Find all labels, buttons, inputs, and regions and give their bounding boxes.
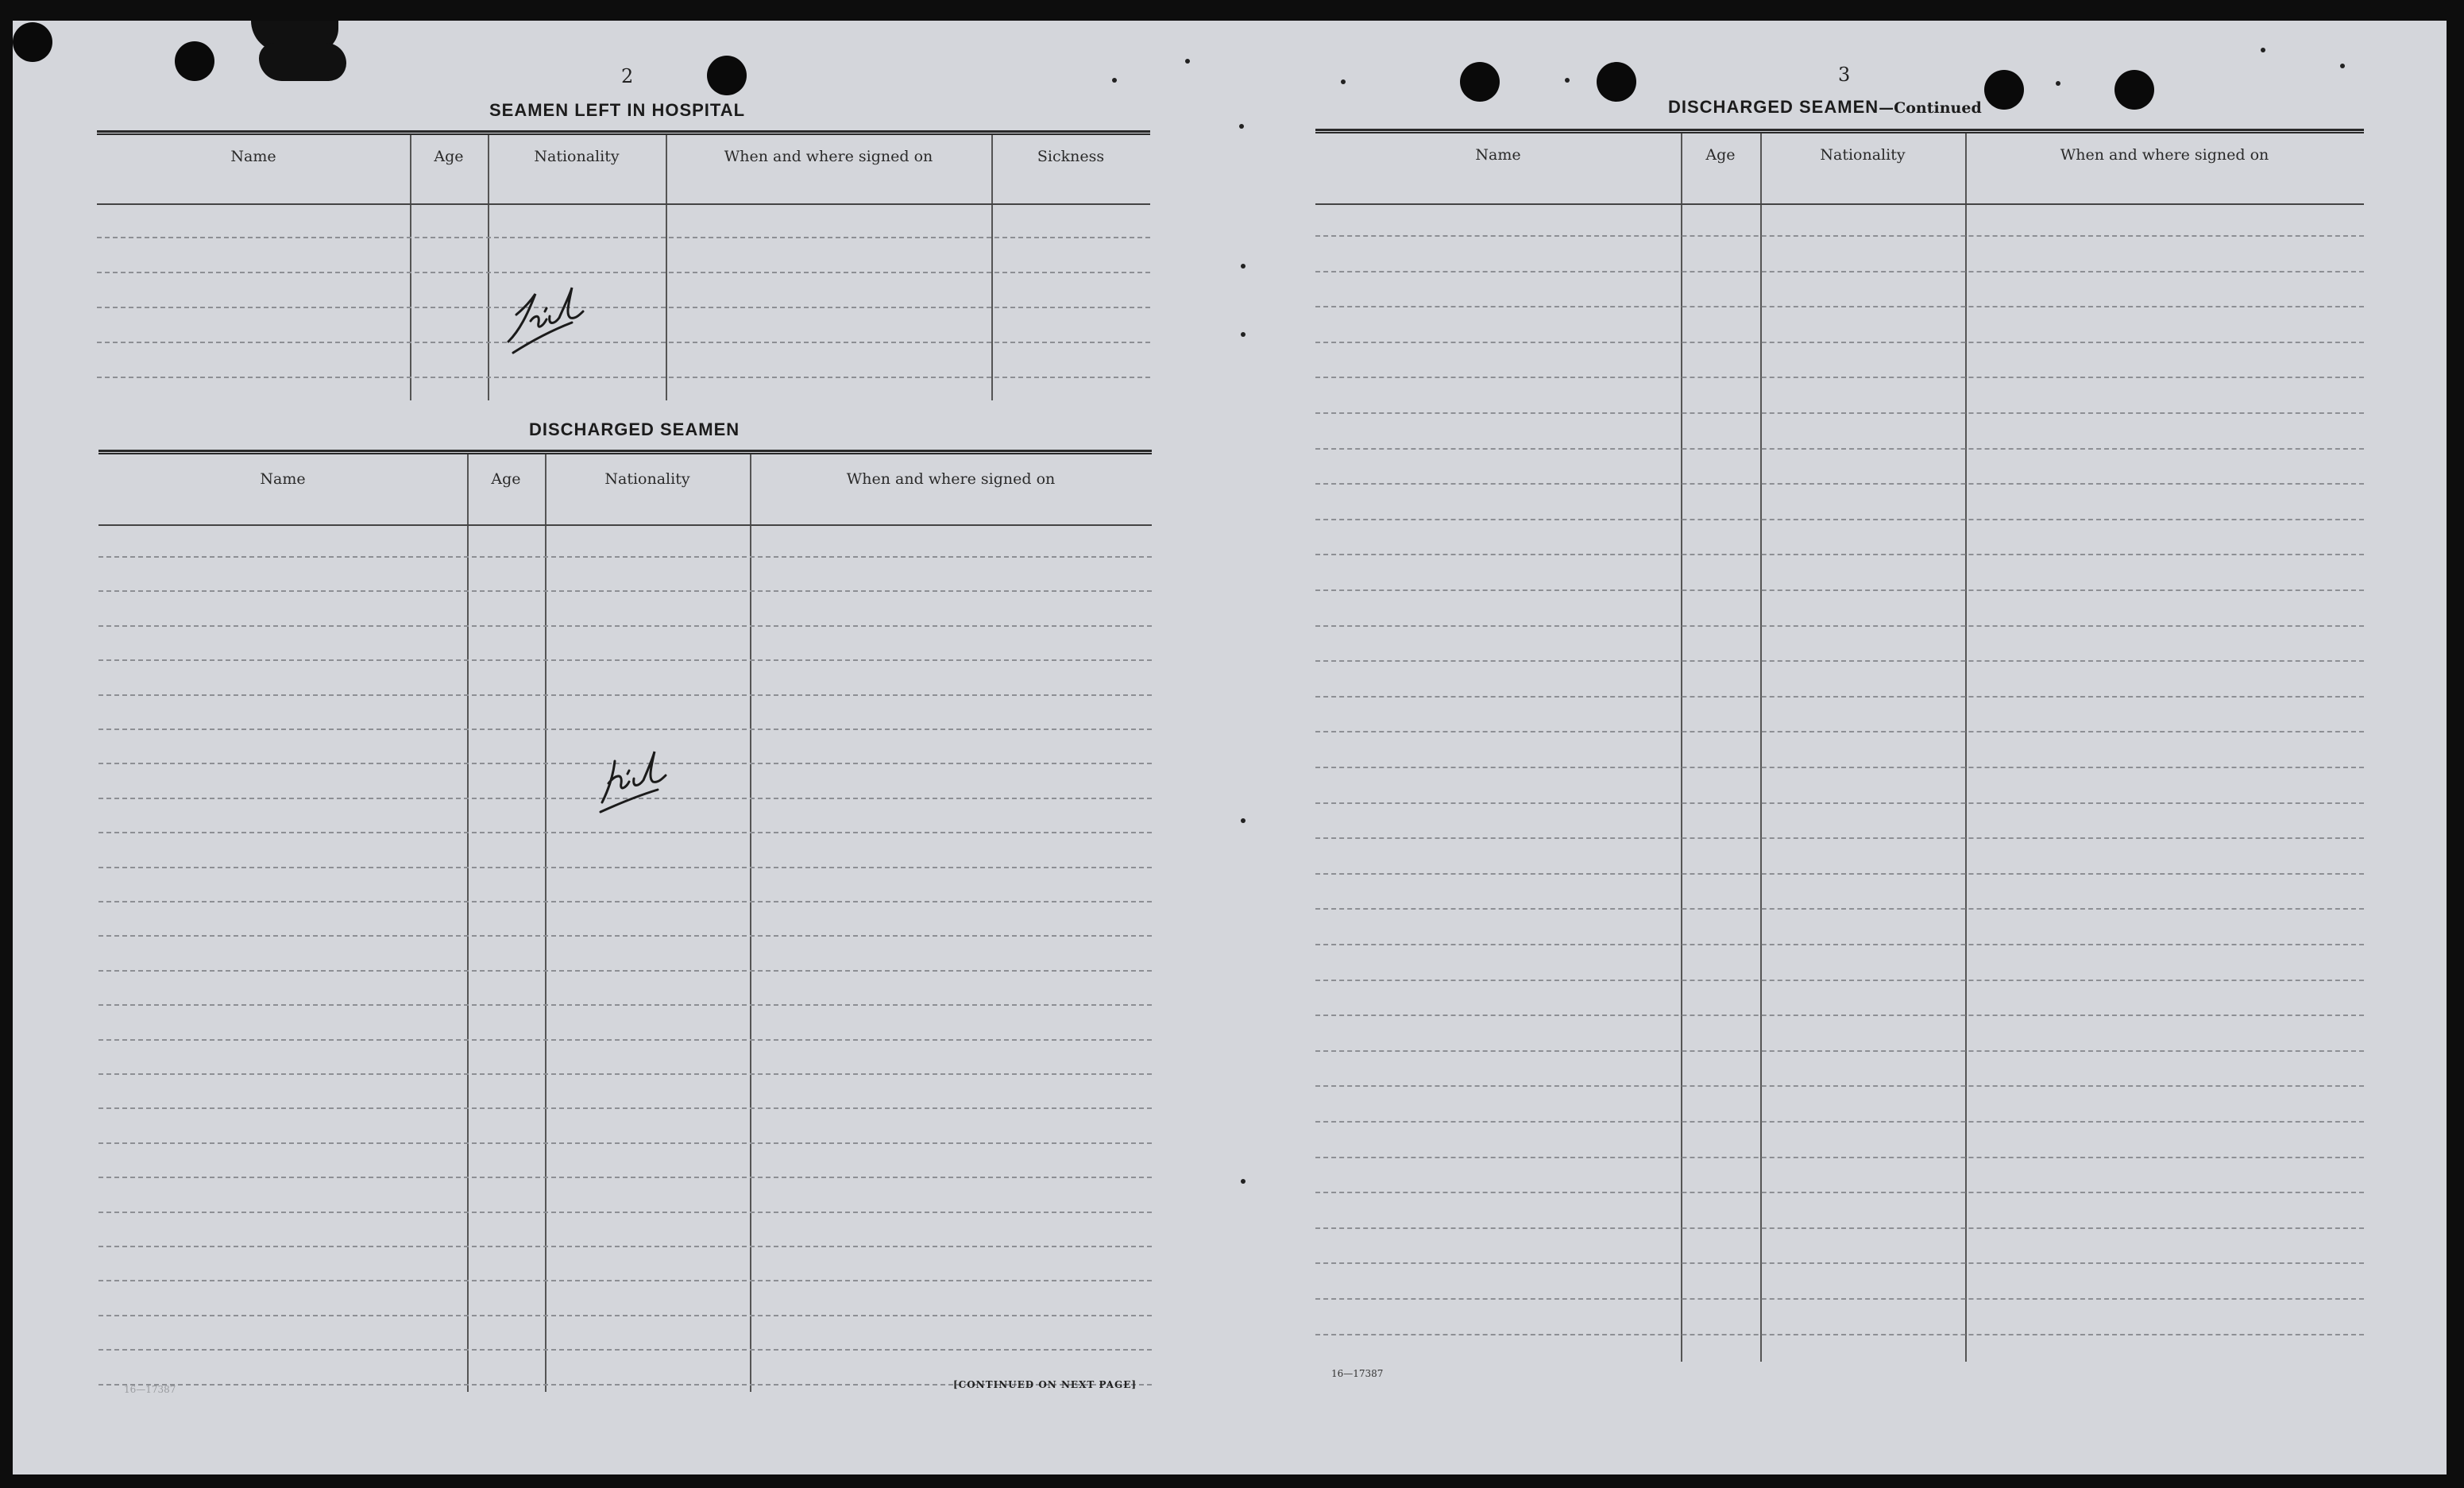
column-header-sickness: Sickness xyxy=(1037,148,1105,165)
column-header-signed-on: When and where signed on xyxy=(724,148,933,165)
table-row xyxy=(97,237,1150,238)
table-row xyxy=(98,1246,1152,1247)
handwritten-nil xyxy=(591,726,694,821)
table-row xyxy=(1315,696,2364,698)
table-row xyxy=(98,935,1152,937)
speck xyxy=(1241,1179,1246,1184)
table-row xyxy=(97,272,1150,273)
table-row xyxy=(98,1073,1152,1075)
speck xyxy=(1239,124,1244,129)
speck xyxy=(1241,264,1246,269)
table-row xyxy=(98,970,1152,972)
table-row xyxy=(97,307,1150,308)
table-row xyxy=(98,1349,1152,1351)
handwritten-nil xyxy=(499,259,602,362)
table-row xyxy=(1315,1227,2364,1229)
discharged-table xyxy=(98,450,1152,1392)
table-row xyxy=(1315,944,2364,945)
table-row xyxy=(1315,1050,2364,1052)
punch-hole xyxy=(1597,62,1636,102)
table-row xyxy=(98,694,1152,696)
table-row xyxy=(1315,271,2364,272)
table-row xyxy=(98,1177,1152,1178)
column-divider xyxy=(545,454,546,1392)
table-row xyxy=(98,1142,1152,1144)
table-row xyxy=(98,901,1152,902)
table-row xyxy=(1315,802,2364,804)
column-divider xyxy=(410,135,411,400)
table-row xyxy=(98,1004,1152,1006)
page-number: 3 xyxy=(1838,64,1851,86)
form-number: 16—17387 xyxy=(1331,1368,1384,1379)
faded-form-number: 16—17387 xyxy=(124,1384,176,1395)
table-row xyxy=(1315,980,2364,981)
column-divider xyxy=(1681,133,1682,1362)
hospital-table xyxy=(97,130,1150,400)
column-divider xyxy=(1760,133,1762,1362)
speck xyxy=(2340,64,2345,68)
table-row xyxy=(98,1280,1152,1281)
column-divider xyxy=(1965,133,1967,1362)
punch-hole xyxy=(13,22,52,62)
header-rule xyxy=(97,203,1150,205)
speck xyxy=(2261,48,2265,52)
column-header-age: Age xyxy=(1705,146,1736,164)
page-number: 2 xyxy=(621,65,634,87)
punch-hole xyxy=(1984,70,2024,110)
table-row xyxy=(1315,483,2364,485)
title-suffix: —Continued xyxy=(1879,99,1982,117)
table-row xyxy=(1315,1334,2364,1335)
column-divider xyxy=(991,135,993,400)
table-row xyxy=(1315,235,2364,237)
punch-hole xyxy=(2114,70,2154,110)
speck xyxy=(1565,78,1570,83)
punch-hole xyxy=(707,56,747,95)
table-row xyxy=(1315,554,2364,555)
table-row xyxy=(98,556,1152,558)
speck xyxy=(2056,81,2060,86)
column-divider xyxy=(750,454,751,1392)
table-row xyxy=(98,867,1152,868)
header-rule xyxy=(1315,203,2364,205)
section-title-hospital: SEAMEN LEFT IN HOSPITAL xyxy=(489,100,746,120)
punch-hole xyxy=(1460,62,1500,102)
table-row xyxy=(1315,1085,2364,1087)
speck xyxy=(1185,59,1190,64)
table-row xyxy=(1315,1298,2364,1300)
column-header-age: Age xyxy=(434,148,464,165)
punch-hole xyxy=(175,41,214,81)
document-sheet xyxy=(13,21,2447,1474)
discharged-continued-table xyxy=(1315,129,2364,1362)
table-row xyxy=(1315,660,2364,662)
continued-note: [CONTINUED ON NEXT PAGE] xyxy=(953,1379,1137,1390)
table-row xyxy=(98,1107,1152,1109)
column-header-nationality: Nationality xyxy=(1820,146,1906,164)
column-header-name: Name xyxy=(230,148,276,165)
header-rule xyxy=(98,524,1152,526)
table-row xyxy=(97,342,1150,343)
title-text: DISCHARGED SEAMEN xyxy=(1668,97,1879,117)
table-row xyxy=(1315,625,2364,627)
table-row xyxy=(1315,837,2364,839)
speck xyxy=(1341,79,1346,84)
table-top-rule xyxy=(98,450,1152,454)
column-divider xyxy=(666,135,667,400)
speck xyxy=(1241,332,1246,337)
table-row xyxy=(1315,412,2364,414)
table-row xyxy=(1315,1015,2364,1016)
speck xyxy=(1112,78,1117,83)
table-row xyxy=(1315,1262,2364,1264)
column-header-signed-on: When and where signed on xyxy=(2060,146,2269,164)
column-divider xyxy=(488,135,489,400)
section-title-discharged-continued xyxy=(1668,97,1982,118)
table-row xyxy=(1315,873,2364,875)
column-divider xyxy=(467,454,469,1392)
table-row xyxy=(1315,377,2364,378)
table-row xyxy=(1315,342,2364,343)
table-row xyxy=(1315,306,2364,307)
table-row xyxy=(1315,731,2364,732)
table-row xyxy=(1315,519,2364,520)
column-header-age: Age xyxy=(491,470,521,488)
column-header-name: Name xyxy=(1475,146,1521,164)
section-title-discharged: DISCHARGED SEAMEN xyxy=(529,419,740,439)
table-row xyxy=(98,1315,1152,1316)
table-row xyxy=(1315,448,2364,450)
table-row xyxy=(98,1212,1152,1213)
table-row xyxy=(1315,1192,2364,1193)
column-header-nationality: Nationality xyxy=(604,470,690,488)
table-row xyxy=(1315,589,2364,591)
table-row xyxy=(98,1039,1152,1041)
table-row xyxy=(98,659,1152,661)
table-row xyxy=(97,377,1150,378)
speck xyxy=(1241,818,1246,823)
table-row xyxy=(1315,1157,2364,1158)
table-top-rule xyxy=(1315,129,2364,133)
column-header-signed-on: When and where signed on xyxy=(846,470,1056,488)
table-row xyxy=(98,625,1152,627)
table-row xyxy=(98,590,1152,592)
ink-blot xyxy=(259,43,346,81)
table-row xyxy=(1315,908,2364,910)
table-row xyxy=(1315,767,2364,768)
column-header-nationality: Nationality xyxy=(534,148,620,165)
table-row xyxy=(98,832,1152,833)
column-header-name: Name xyxy=(260,470,306,488)
table-row xyxy=(1315,1121,2364,1123)
